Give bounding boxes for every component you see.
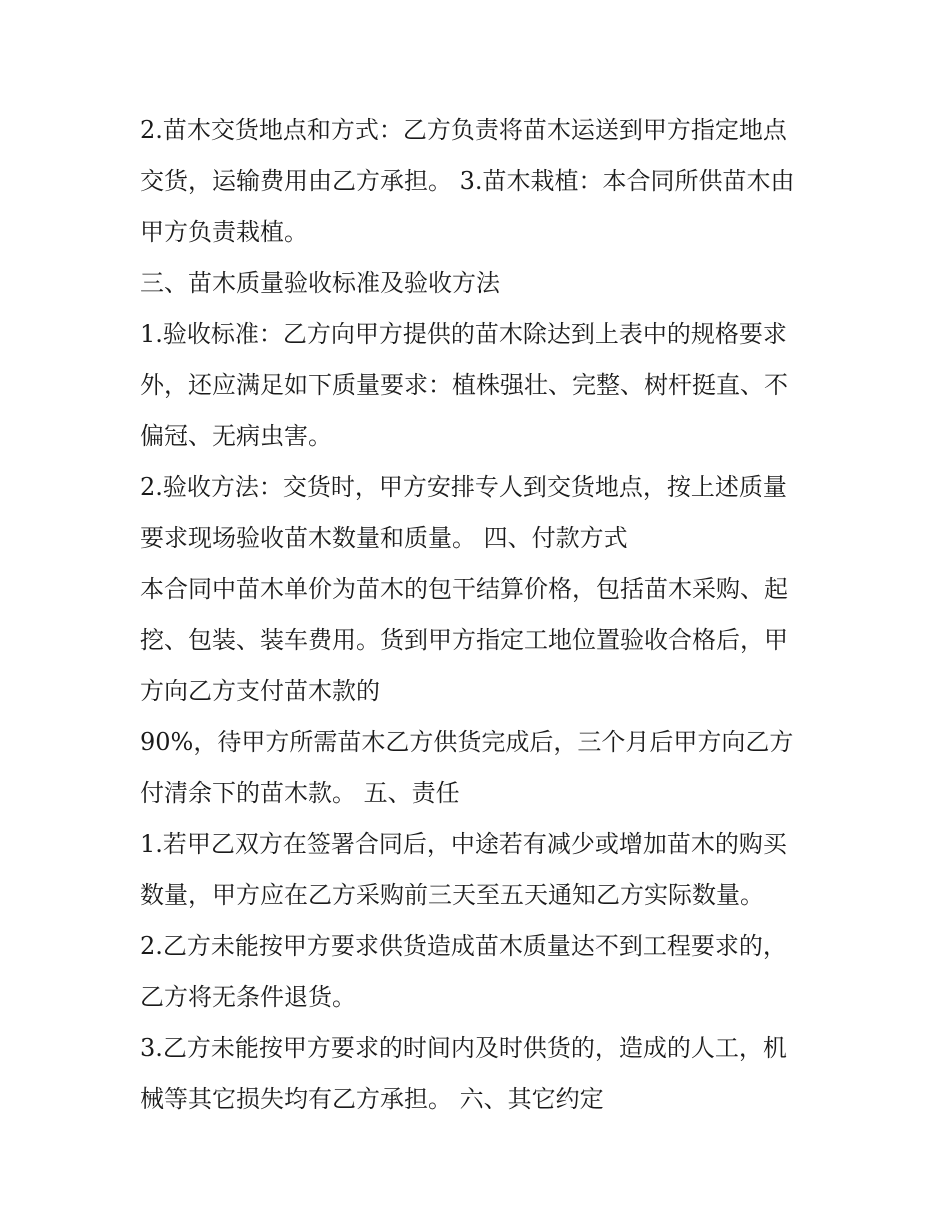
text-line: 90%，待甲方所需苗木乙方供货完成后，三个月后甲方向乙方 [140, 728, 794, 756]
text-line: 2.苗木交货地点和方式：乙方负责将苗木运送到甲方指定地点 [140, 116, 787, 144]
text-line: 1.验收标准：乙方向甲方提供的苗木除达到上表中的规格要求 [140, 320, 787, 348]
text-line: 2.验收方法：交货时，甲方安排专人到交货地点，按上述质量 [140, 473, 787, 501]
text-line: 数量，甲方应在乙方采购前三天至五天通知乙方实际数量。 [140, 881, 764, 909]
text-line: 2.乙方未能按甲方要求供货造成苗木质量达不到工程要求的， [140, 932, 787, 960]
text-line: 付清余下的苗木款。 五、责任 [140, 779, 460, 807]
text-line: 1.若甲乙双方在签署合同后，中途若有减少或增加苗木的购买 [140, 830, 787, 858]
text-line: 交货，运输费用由乙方承担。 3.苗木栽植：本合同所供苗木由 [140, 167, 795, 195]
text-line: 要求现场验收苗木数量和质量。 四、付款方式 [140, 524, 628, 552]
text-line: 偏冠、无病虫害。 [140, 422, 332, 450]
text-line: 乙方将无条件退货。 [140, 983, 356, 1011]
text-line: 挖、包装、装车费用。货到甲方指定工地位置验收合格后，甲 [140, 626, 788, 654]
text-line: 械等其它损失均有乙方承担。 六、其它约定 [140, 1085, 604, 1113]
section-heading: 三、苗木质量验收标准及验收方法 [140, 269, 500, 297]
document-body [140, 105, 820, 1125]
text-line: 3.乙方未能按甲方要求的时间内及时供货的，造成的人工，机 [140, 1034, 787, 1062]
text-line: 外，还应满足如下质量要求：植株强壮、完整、树杆挺直、不 [140, 371, 788, 399]
text-line: 方向乙方支付苗木款的 [140, 677, 380, 705]
text-line: 本合同中苗木单价为苗木的包干结算价格，包括苗木采购、起 [140, 575, 788, 603]
text-line: 甲方负责栽植。 [140, 218, 308, 246]
